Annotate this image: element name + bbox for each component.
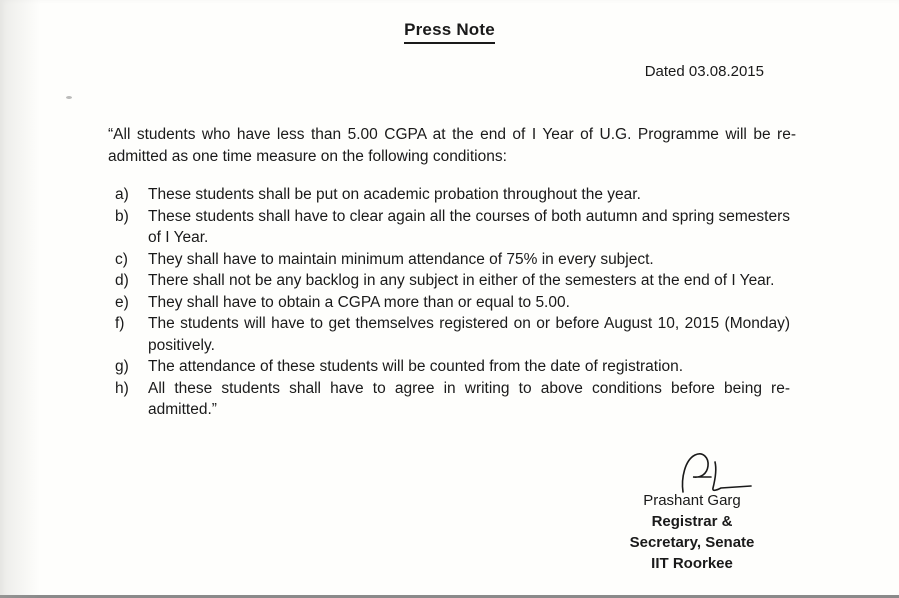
scan-artifact	[0, 0, 40, 598]
list-item	[115, 249, 790, 271]
intro-paragraph: “All students who have less than 5.00 CGPA at the end of I Year of U.G. Programme will be re-admitted as one time measure on the following conditions:	[108, 126, 796, 165]
signature-icon	[677, 450, 757, 494]
list-item-label: b)	[115, 207, 129, 225]
list-item	[115, 313, 790, 356]
signatory-title-2: Secretary, Senate	[629, 534, 755, 551]
list-item-label: c)	[115, 250, 128, 268]
list-item	[115, 292, 790, 314]
list-item-label: e)	[115, 293, 129, 311]
scan-artifact-dot	[66, 96, 72, 99]
document-title: Press Note	[0, 20, 899, 44]
list-item-text: The students will have to get themselves registered on or before August 10, 2015 (Monday) positively.	[148, 315, 790, 354]
list-item-label: d)	[115, 272, 129, 289]
list-item-label: h)	[115, 379, 129, 397]
list-item-text: These students shall have to clear again all the courses of both autumn and spring semesters of I Year.	[148, 207, 790, 246]
signature-block	[597, 450, 787, 576]
signatory-title-1: Registrar &	[651, 513, 733, 530]
list-item-label: a)	[115, 186, 129, 203]
list-item-text: All these students shall have to agree in writing to above conditions before being re-admitted.”	[148, 379, 790, 418]
list-item	[115, 378, 790, 421]
list-item-text: There shall not be any backlog in any subject in either of the semesters at the end of I Year.	[148, 272, 775, 289]
conditions-list	[115, 184, 790, 421]
list-item-text: They shall have to maintain minimum attendance of 75% in every subject.	[148, 250, 654, 268]
list-item	[115, 270, 790, 292]
list-item-text: The attendance of these students will be counted from the date of registration.	[148, 358, 684, 375]
list-item	[115, 206, 790, 249]
list-item	[115, 356, 790, 378]
list-item-label: f)	[115, 315, 125, 332]
list-item-label: g)	[115, 358, 129, 375]
document-date: Dated 03.08.2015	[644, 63, 764, 80]
list-item-text: They shall have to obtain a CGPA more than or equal to 5.00.	[148, 293, 570, 311]
signatory-title-3: IIT Roorkee	[651, 555, 733, 572]
list-item	[115, 184, 790, 206]
list-item-text: These students shall be put on academic probation throughout the year.	[148, 186, 641, 203]
signatory-name: Prashant Garg	[643, 492, 741, 509]
